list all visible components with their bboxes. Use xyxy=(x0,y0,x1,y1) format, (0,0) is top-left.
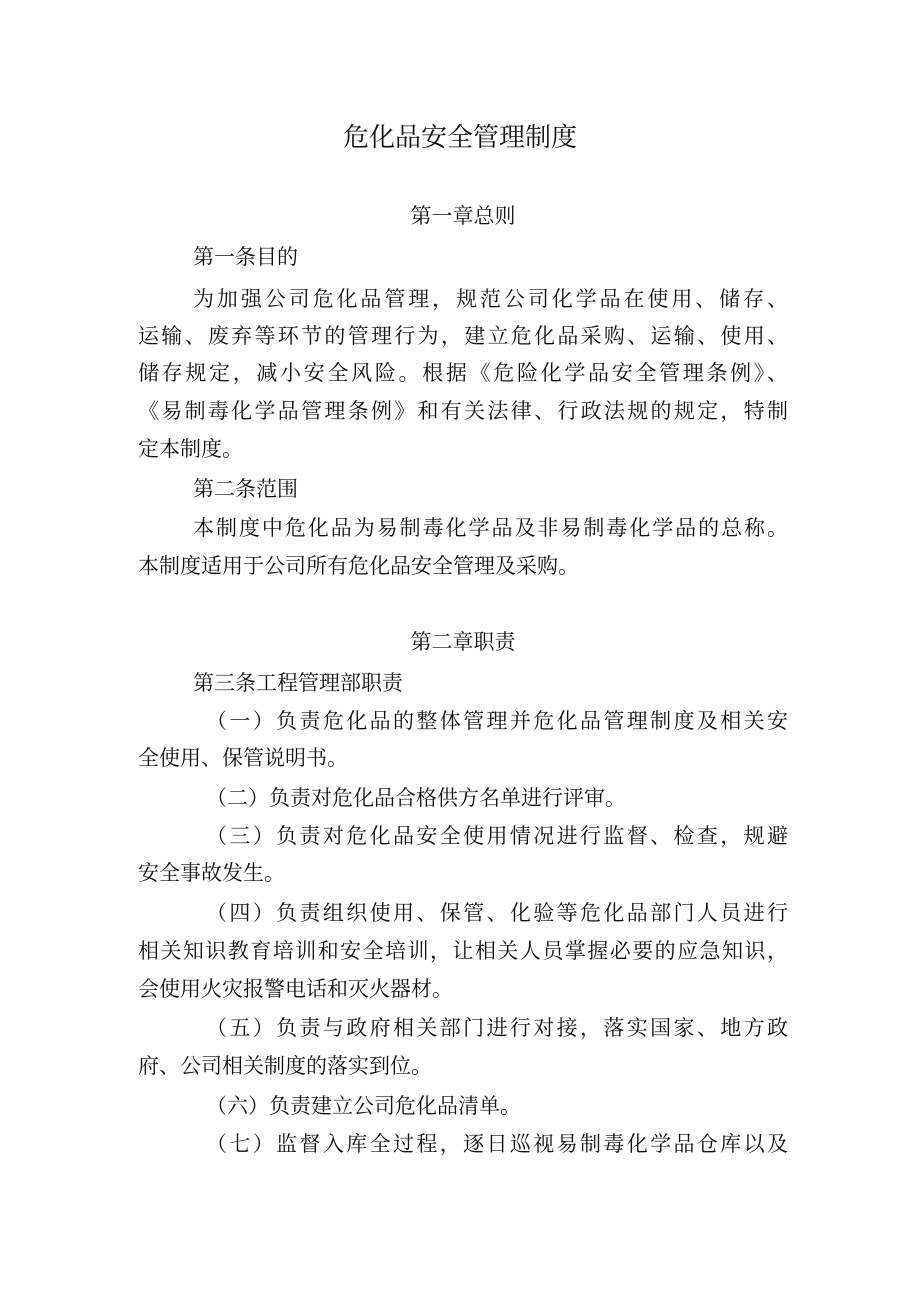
article-heading: 第一条目的 xyxy=(193,245,298,269)
paragraph-line: 本制度适用于公司所有危化品安全管理及采购。 xyxy=(138,554,579,578)
article-heading: 第二条范围 xyxy=(193,477,298,501)
list-item-line: （二）负责对危化品合格供方名单进行评审。 xyxy=(206,786,626,810)
article-heading: 第三条工程管理部职责 xyxy=(193,671,403,695)
paragraph-line: 为加强公司危化品管理，规范公司化学品在使用、储存、 xyxy=(193,287,788,311)
list-item-line: 府、公司相关制度的落实到位。 xyxy=(138,1054,432,1078)
list-item-line: 会使用火灾报警电话和灭火器材。 xyxy=(138,977,453,1001)
list-item-line: （七）监督入库全过程，逐日巡视易制毒化学品仓库以及 xyxy=(206,1132,788,1156)
list-item-line: （六）负责建立公司危化品清单。 xyxy=(206,1094,521,1118)
paragraph-line: 定本制度。 xyxy=(138,437,243,461)
list-item-line: （一）负责危化品的整体管理并危化品管理制度及相关安 xyxy=(206,709,788,733)
list-item-line: 相关知识教育培训和安全培训，让相关人员掌握必要的应急知识， xyxy=(138,939,788,963)
chapter-heading: 第一章总则 xyxy=(410,204,516,228)
list-item-line: （四）负责组织使用、保管、化验等危化品部门人员进行 xyxy=(206,901,788,925)
chapter-heading: 第二章职责 xyxy=(410,630,516,654)
paragraph-line: 《易制毒化学品管理条例》和有关法律、行政法规的规定，特制 xyxy=(138,399,788,423)
list-item-line: 全使用、保管说明书。 xyxy=(138,746,348,770)
list-item-line: （五）负责与政府相关部门进行对接，落实国家、地方政 xyxy=(206,1016,788,1040)
paragraph-line: 储存规定，减小安全风险。根据《危险化学品安全管理条例》、 xyxy=(138,361,788,385)
list-item-line: 安全事故发生。 xyxy=(138,861,285,885)
list-item-line: （三）负责对危化品安全使用情况进行监督、检查，规避 xyxy=(206,824,788,848)
paragraph-line: 本制度中危化品为易制毒化学品及非易制毒化学品的总称。 xyxy=(193,516,788,540)
paragraph-line: 运输、废弃等环节的管理行为，建立危化品采购、运输、使用、 xyxy=(138,324,788,348)
document-title: 危化品安全管理制度 xyxy=(342,123,577,153)
